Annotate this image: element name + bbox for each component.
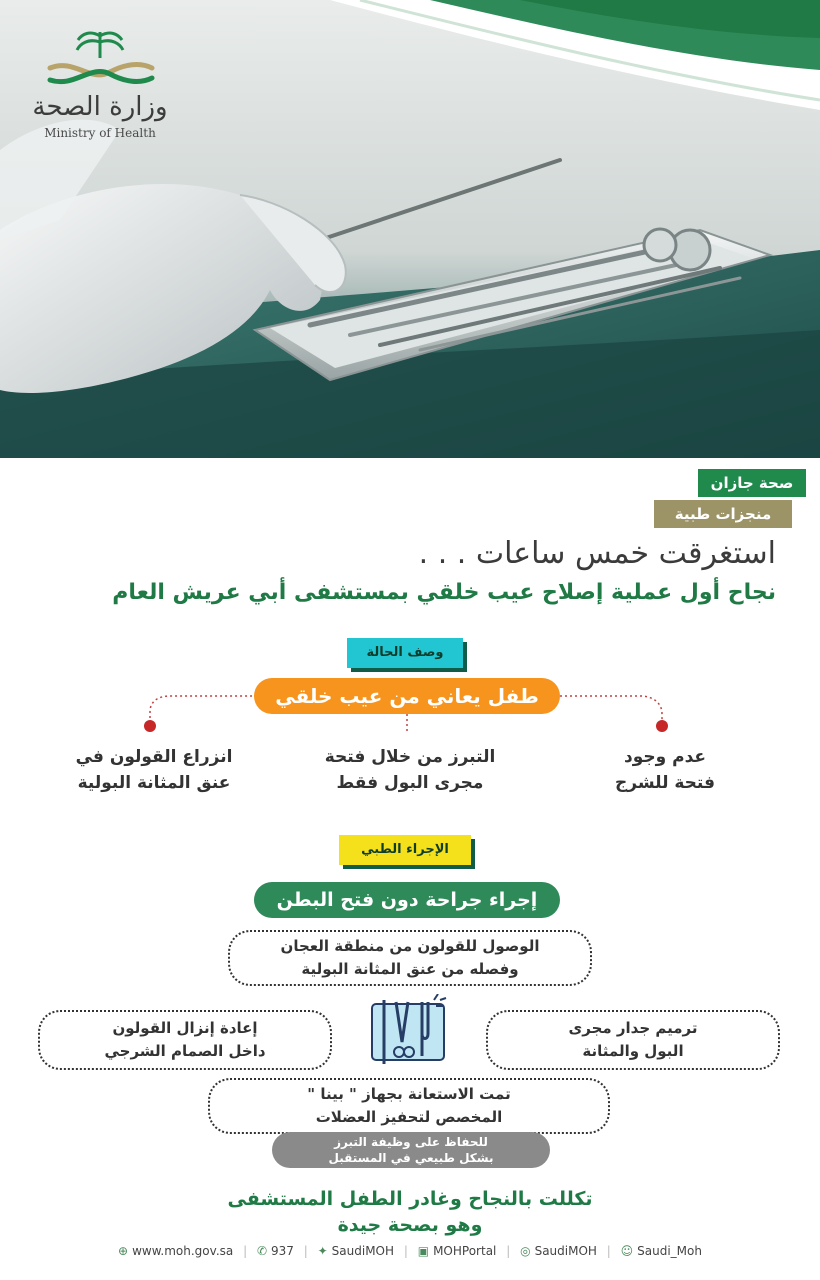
procedure-step-device [208,1078,610,1134]
logo-english: Ministry of Health [44,126,156,140]
footer-website[interactable] [116,1244,235,1258]
footer-snapchat-text: Saudi_Moh [637,1244,702,1258]
procedure-step-right-line1: ترميم جدار مجرى [568,1019,698,1037]
category-tag: منجزات طبية [654,500,792,528]
footer-twitter[interactable] [316,1244,396,1258]
case-ribbon: وصف الحالة [347,638,463,668]
case-detail-3-line2: عنق المثانة البولية [77,773,231,793]
case-detail-1 [565,744,765,796]
case-detail-1-line1: عدم وجود [623,747,706,767]
footer-phone[interactable] [255,1244,296,1258]
procedure-note-line2: بشكل طبيعي في المستقبل [328,1151,494,1165]
phone-icon: ✆ [256,1244,267,1258]
case-detail-2-line2: مجرى البول فقط [336,773,484,793]
procedure-ribbon: الإجراء الطبي [339,835,471,865]
procedure-note-line1: للحفاظ على وظيفة التبرز [334,1135,488,1149]
procedure-step-1-line1: الوصول للقولون من منطقة العجان [280,937,540,955]
procedure-step-1 [228,930,592,986]
closing-line2: وهو بصحة جيدة [337,1214,483,1236]
footer-phone-text: 937 [271,1244,294,1258]
headline-line1: استغرقت خمس ساعات . . . [418,536,776,571]
case-detail-3-line1: انزراع القولون في [75,747,233,767]
closing-line1: تكللت بالنجاح وغادر الطفل المستشفى [227,1188,593,1210]
procedure-summary: إجراء جراحة دون فتح البطن [254,882,560,918]
globe-icon: ⊕ [118,1244,129,1258]
footer-instagram[interactable] [518,1244,599,1258]
region-tag: صحة جازان [698,469,806,497]
procedure-step-right-line2: البول والمثانة [582,1042,684,1060]
procedure-step-right [486,1010,780,1070]
footer-twitter-text: SaudiMOH [331,1244,395,1258]
footer-website-text: www.moh.gov.sa [132,1244,234,1258]
twitter-icon: ✦ [317,1244,328,1258]
footer-youtube-text: MOHPortal [433,1244,497,1258]
closing-statement [0,1186,820,1238]
footer-instagram-text: SaudiMOH [534,1244,597,1258]
case-detail-2-line1: التبرز من خلال فتحة [324,747,496,767]
procedure-step-device-line1: تمت الاستعانة بجهاز " بينا " [307,1085,511,1103]
surgical-tools-icon [366,994,450,1070]
logo-arabic: وزارة الصحة [32,92,168,122]
procedure-step-left-line1: إعادة إنزال القولون [112,1019,258,1037]
case-summary: طفل يعاني من عيب خلقي [254,678,560,714]
youtube-icon: ▣ [417,1244,430,1258]
procedure-note [272,1132,550,1168]
procedure-step-device-line2: المخصص لتحفيز العضلات [315,1108,503,1126]
procedure-step-left [38,1010,332,1070]
procedure-step-1-line2: وفصله من عنق المثانة البولية [301,960,519,978]
snapchat-icon: ☺ [620,1244,634,1258]
footer-youtube[interactable] [416,1244,499,1258]
footer-snapchat[interactable] [619,1244,704,1258]
case-detail-1-line2: فتحة للشرج [615,773,715,793]
footer-contacts: ⊕ www.moh.gov.sa | ✆ 937 | ✦ SaudiMOH | ▣ MOHPortal | ◎ SaudiMOH | ☺ Saudi_Moh [118,1244,702,1258]
instagram-icon: ◎ [520,1244,531,1258]
procedure-step-left-line2: داخل الصمام الشرجي [104,1042,266,1060]
case-detail-2 [300,744,520,796]
headline-line2: نجاح أول عملية إصلاح عيب خلقي بمستشفى أبي عريش العام [112,580,776,605]
case-detail-3 [44,744,264,796]
